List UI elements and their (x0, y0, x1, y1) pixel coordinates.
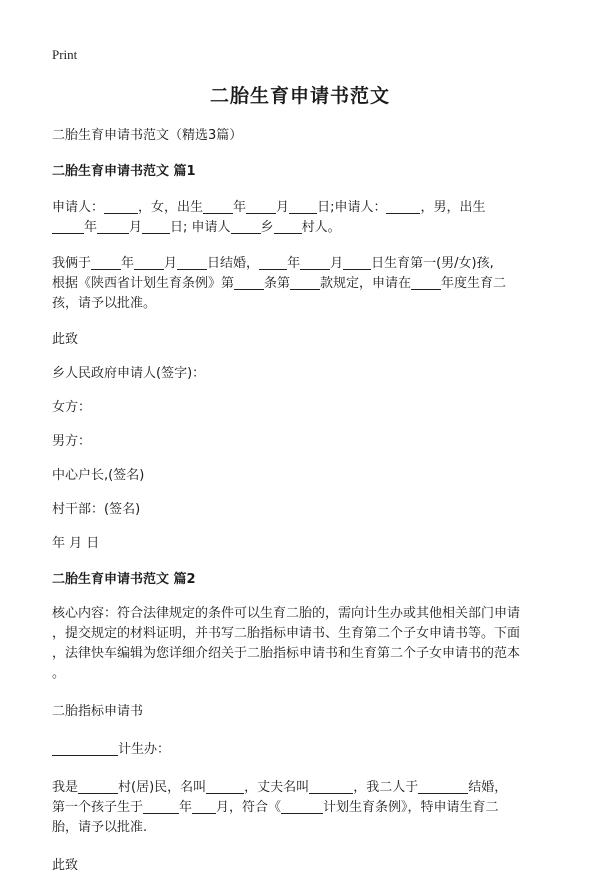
section2-heading: 二胎生育申请书范文 篇2 (52, 572, 196, 587)
print-label: Print (52, 47, 78, 62)
marriage-paragraph: 我俩于 年 月 日结婚， 年 月 日生育第一(男/女)孩, 根据《陕西省计划生育条例》第 条第 款规定，申请在 年度生育二 孩，请予以批准。 (52, 256, 507, 311)
application-paragraph: 我是 村(居)民，名叫 ，丈夫名叫 ，我二人于 结婚， 第一个孩子生于 年 月，符合《 计划生育条例》，特申请生育二 胎，请予以批准. (52, 780, 508, 835)
center-head-line: 中心户长,(签名) (52, 468, 145, 483)
husband-line: 男方： (52, 434, 92, 449)
closing-salutation: 此致 (52, 858, 79, 873)
village-cadre-line: 村干部：(签名) (52, 502, 141, 517)
wife-line: 女方： (52, 400, 92, 415)
core-paragraph: 核心内容：符合法律规定的条件可以生育二胎的，需向计生办或其他相关部门申请 ，提交规定的材料证明，并书写二胎指标申请书、生育第二个子女申请书等。下面 ，法律快车编辑为您详细介绍关于二胎指标申请书和生育第二个子女申请书的范本 。 (52, 606, 521, 681)
document-title: 二胎生育申请书范文 (209, 85, 390, 107)
office-line: 计生办： (52, 740, 548, 760)
intro-line: 二胎生育申请书范文（精选3篇） (52, 128, 243, 143)
applicant-paragraph: 申请人： ，女，出生 年 月 日;申请人： ，男，出生 年 月 日; 申请人 乡 村人。 (52, 200, 486, 235)
salutation: 此致 (52, 332, 79, 347)
section1-heading: 二胎生育申请书范文 篇1 (52, 164, 196, 179)
subtitle: 二胎指标申请书 (52, 704, 144, 719)
date-line: 年 月 日 (52, 536, 100, 551)
gov-signature-line: 乡人民政府申请人(签字)： (52, 366, 206, 381)
